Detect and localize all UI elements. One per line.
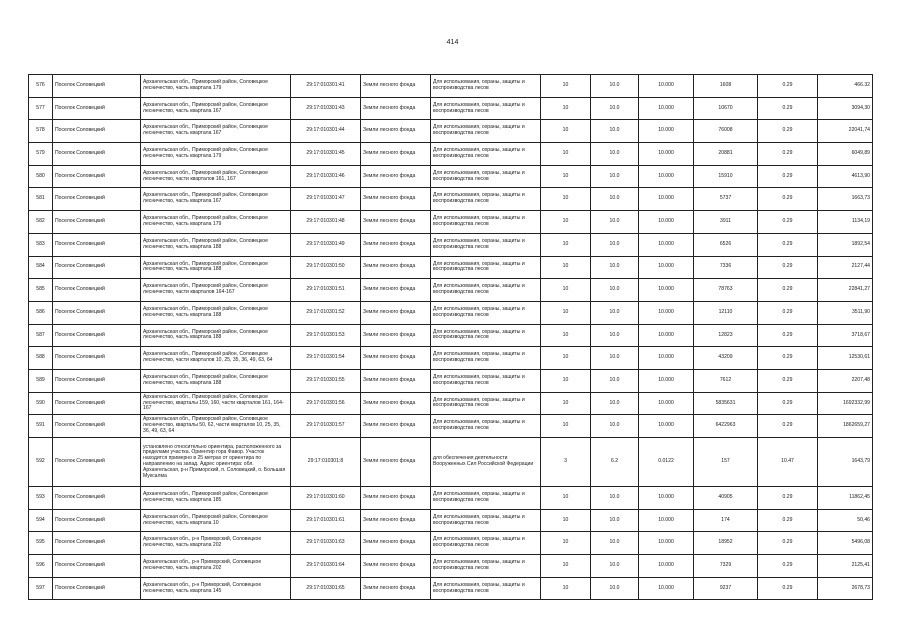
cadastral-number-cell: 29:17:010301:48: [291, 211, 361, 234]
coefficient-2-cell: 10.0: [591, 487, 639, 510]
amount-cell: 2678,73: [818, 577, 873, 600]
area-cell: 9237: [694, 577, 758, 600]
location-cell: Архангельская обл., Приморский район, Соловецкое лесничество, часть квартала 188: [141, 233, 291, 256]
cadastral-number-cell: 29:17:010301:55: [291, 369, 361, 392]
coefficient-2-cell: 10.0: [591, 392, 639, 415]
cadastral-number-cell: 29:17:010301:52: [291, 301, 361, 324]
row-number-cell: 596: [29, 555, 53, 578]
amount-cell: 1134,19: [818, 211, 873, 234]
land-category-cell: Земли лесного фонда: [361, 347, 431, 370]
rate-cell: 0.29: [758, 97, 818, 120]
area-cell: 43209: [694, 347, 758, 370]
location-cell: Архангельская обл., Приморский район, Соловецкое лесничество, части кварталов 164-167: [141, 279, 291, 302]
coefficient-3-cell: 10.000: [639, 165, 694, 188]
amount-cell: 2207,48: [818, 369, 873, 392]
cadastral-number-cell: 29:17:010301:8: [291, 438, 361, 487]
cadastral-number-cell: 29:17:010301:61: [291, 509, 361, 532]
rate-cell: 0.29: [758, 279, 818, 302]
settlement-cell: Поселок Соловецкий: [53, 509, 141, 532]
settlement-cell: Поселок Соловецкий: [53, 555, 141, 578]
coefficient-1-cell: 10: [541, 279, 591, 302]
cadastral-number-cell: 29:17:010301:64: [291, 555, 361, 578]
area-cell: 76008: [694, 120, 758, 143]
table-row: [29, 97, 873, 120]
coefficient-1-cell: 10: [541, 211, 591, 234]
coefficient-3-cell: 10.000: [639, 392, 694, 415]
rate-cell: 0.29: [758, 188, 818, 211]
land-category-cell: Земли лесного фонда: [361, 532, 431, 555]
coefficient-3-cell: 10.000: [639, 211, 694, 234]
area-cell: 12110: [694, 301, 758, 324]
coefficient-3-cell: 10.000: [639, 347, 694, 370]
amount-cell: 50,46: [818, 509, 873, 532]
coefficient-2-cell: 10.0: [591, 211, 639, 234]
coefficient-2-cell: 10.0: [591, 75, 639, 98]
coefficient-2-cell: 10.0: [591, 279, 639, 302]
coefficient-1-cell: 10: [541, 487, 591, 510]
permitted-use-cell: Для использования, охраны, защиты и воспроизводства лесов: [431, 487, 541, 510]
area-cell: 40905: [694, 487, 758, 510]
land-category-cell: Земли лесного фонда: [361, 211, 431, 234]
land-category-cell: Земли лесного фонда: [361, 577, 431, 600]
location-cell: Архангельская обл., р-н Приморский, Соловецкое лесничество, часть квартала 202: [141, 555, 291, 578]
table-row: [29, 509, 873, 532]
row-number-cell: 582: [29, 211, 53, 234]
settlement-cell: Поселок Соловецкий: [53, 75, 141, 98]
permitted-use-cell: Для использования, охраны, защиты и воспроизводства лесов: [431, 415, 541, 438]
location-cell: Архангельская обл., Приморский район, Соловецкое лесничество, части кварталов 10, 25, 35, 36, 49, 63, 64: [141, 347, 291, 370]
area-cell: 7612: [694, 369, 758, 392]
settlement-cell: Поселок Соловецкий: [53, 392, 141, 415]
rate-cell: 0.29: [758, 75, 818, 98]
rate-cell: 0.29: [758, 324, 818, 347]
permitted-use-cell: Для использования, охраны, защиты и воспроизводства лесов: [431, 75, 541, 98]
coefficient-2-cell: 10.0: [591, 555, 639, 578]
land-category-cell: Земли лесного фонда: [361, 509, 431, 532]
settlement-cell: Поселок Соловецкий: [53, 256, 141, 279]
table-row: [29, 233, 873, 256]
cadastral-number-cell: 29:17:010301:65: [291, 577, 361, 600]
row-number-cell: 587: [29, 324, 53, 347]
coefficient-1-cell: 10: [541, 577, 591, 600]
row-number-cell: 579: [29, 143, 53, 166]
row-number-cell: 592: [29, 438, 53, 487]
permitted-use-cell: Для использования, охраны, защиты и воспроизводства лесов: [431, 555, 541, 578]
area-cell: 157: [694, 438, 758, 487]
coefficient-2-cell: 10.0: [591, 509, 639, 532]
coefficient-3-cell: 10.000: [639, 233, 694, 256]
settlement-cell: Поселок Соловецкий: [53, 279, 141, 302]
area-cell: 15910: [694, 165, 758, 188]
rate-cell: 0.29: [758, 143, 818, 166]
coefficient-2-cell: 10.0: [591, 97, 639, 120]
permitted-use-cell: Для использования, охраны, защиты и воспроизводства лесов: [431, 532, 541, 555]
coefficient-1-cell: 10: [541, 188, 591, 211]
amount-cell: 6049,89: [818, 143, 873, 166]
area-cell: 10670: [694, 97, 758, 120]
table-row: [29, 301, 873, 324]
table-row: [29, 369, 873, 392]
table-row: [29, 188, 873, 211]
land-category-cell: Земли лесного фонда: [361, 97, 431, 120]
land-category-cell: Земли лесного фонда: [361, 279, 431, 302]
coefficient-1-cell: 10: [541, 369, 591, 392]
area-cell: 6526: [694, 233, 758, 256]
table-row: [29, 120, 873, 143]
land-category-cell: Земли лесного фонда: [361, 487, 431, 510]
coefficient-1-cell: 10: [541, 97, 591, 120]
permitted-use-cell: Для использования, охраны, защиты и воспроизводства лесов: [431, 211, 541, 234]
permitted-use-cell: Для использования, охраны, защиты и воспроизводства лесов: [431, 324, 541, 347]
land-category-cell: Земли лесного фонда: [361, 165, 431, 188]
area-cell: 174: [694, 509, 758, 532]
table-row: [29, 324, 873, 347]
coefficient-1-cell: 10: [541, 509, 591, 532]
permitted-use-cell: Для использования, охраны, защиты и воспроизводства лесов: [431, 279, 541, 302]
coefficient-3-cell: 10.000: [639, 555, 694, 578]
row-number-cell: 588: [29, 347, 53, 370]
coefficient-3-cell: 10.000: [639, 577, 694, 600]
location-cell: Архангельская обл., Приморский район, Соловецкое лесничество, части кварталов 161, 167: [141, 165, 291, 188]
location-cell: Архангельская обл., Приморский район, Соловецкое лесничество, кварталы 50, 62, части кварталов 10, 25, 35, 36, 49, 63, 64: [141, 415, 291, 438]
coefficient-3-cell: 10.000: [639, 487, 694, 510]
area-cell: 18952: [694, 532, 758, 555]
rate-cell: 0.29: [758, 211, 818, 234]
land-category-cell: Земли лесного фонда: [361, 392, 431, 415]
rate-cell: 0.29: [758, 509, 818, 532]
amount-cell: 22041,74: [818, 120, 873, 143]
coefficient-3-cell: 10.000: [639, 75, 694, 98]
coefficient-2-cell: 10.0: [591, 301, 639, 324]
permitted-use-cell: Для использования, охраны, защиты и воспроизводства лесов: [431, 188, 541, 211]
amount-cell: 5496,08: [818, 532, 873, 555]
coefficient-1-cell: 10: [541, 75, 591, 98]
permitted-use-cell: Для использования, охраны, защиты и воспроизводства лесов: [431, 233, 541, 256]
land-category-cell: Земли лесного фонда: [361, 438, 431, 487]
row-number-cell: 577: [29, 97, 53, 120]
coefficient-3-cell: 10.000: [639, 324, 694, 347]
rate-cell: 0.29: [758, 369, 818, 392]
cadastral-number-cell: 29:17:010301:45: [291, 143, 361, 166]
settlement-cell: Поселок Соловецкий: [53, 233, 141, 256]
location-cell: Архангельская обл., Приморский район, Соловецкое лесничество, часть квартала 188: [141, 369, 291, 392]
coefficient-1-cell: 10: [541, 415, 591, 438]
rate-cell: 10.47: [758, 438, 818, 487]
settlement-cell: Поселок Соловецкий: [53, 324, 141, 347]
location-cell: Архангельская обл., Приморский район, Соловецкое лесничество, часть квартала 10: [141, 509, 291, 532]
cadastral-number-cell: 29:17:010301:56: [291, 392, 361, 415]
land-category-cell: Земли лесного фонда: [361, 555, 431, 578]
coefficient-1-cell: 10: [541, 233, 591, 256]
area-cell: 78763: [694, 279, 758, 302]
settlement-cell: Поселок Соловецкий: [53, 415, 141, 438]
amount-cell: 11862,45: [818, 487, 873, 510]
location-cell: Архангельская обл., Приморский район, Соловецкое лесничество, часть квартала 167: [141, 188, 291, 211]
cadastral-number-cell: 29:17:010301:63: [291, 532, 361, 555]
row-number-cell: 595: [29, 532, 53, 555]
coefficient-2-cell: 10.0: [591, 233, 639, 256]
permitted-use-cell: Для использования, охраны, защиты и воспроизводства лесов: [431, 97, 541, 120]
permitted-use-cell: Для использования, охраны, защиты и воспроизводства лесов: [431, 301, 541, 324]
permitted-use-cell: Для использования, охраны, защиты и воспроизводства лесов: [431, 347, 541, 370]
settlement-cell: Поселок Соловецкий: [53, 438, 141, 487]
rate-cell: 0.29: [758, 555, 818, 578]
land-category-cell: Земли лесного фонда: [361, 233, 431, 256]
coefficient-3-cell: 10.000: [639, 415, 694, 438]
coefficient-1-cell: 10: [541, 392, 591, 415]
area-cell: 7329: [694, 555, 758, 578]
permitted-use-cell: Для использования, охраны, защиты и воспроизводства лесов: [431, 120, 541, 143]
coefficient-2-cell: 10.0: [591, 143, 639, 166]
row-number-cell: 576: [29, 75, 53, 98]
coefficient-2-cell: 6.2: [591, 438, 639, 487]
amount-cell: 3511,90: [818, 301, 873, 324]
table-row: [29, 555, 873, 578]
coefficient-2-cell: 10.0: [591, 532, 639, 555]
coefficient-3-cell: 10.000: [639, 188, 694, 211]
coefficient-1-cell: 10: [541, 256, 591, 279]
permitted-use-cell: Для использования, охраны, защиты и воспроизводства лесов: [431, 256, 541, 279]
location-cell: установлено относительно ориентира, расположенного за пределами участка. Ориентир гора Фавор. Участок находится примерно в 25 метрах от ориентира по направлению на запад. Адрес ориентира: обл. Архангельская, р-н Приморский, п. Соловецкий, о. Большая Муксалма: [141, 438, 291, 487]
land-category-cell: Земли лесного фонда: [361, 324, 431, 347]
permitted-use-cell: Для использования, охраны, защиты и воспроизводства лесов: [431, 509, 541, 532]
row-number-cell: 581: [29, 188, 53, 211]
row-number-cell: 597: [29, 577, 53, 600]
amount-cell: 3094,30: [818, 97, 873, 120]
coefficient-1-cell: 3: [541, 438, 591, 487]
permitted-use-cell: Для использования, охраны, защиты и воспроизводства лесов: [431, 143, 541, 166]
location-cell: Архангельская обл., Приморский район, Соловецкое лесничество, часть квартала 188: [141, 256, 291, 279]
table-row: [29, 532, 873, 555]
table-row: [29, 577, 873, 600]
cadastral-number-cell: 29:17:010301:46: [291, 165, 361, 188]
location-cell: Архангельская обл., Приморский район, Соловецкое лесничество, часть квартала 188: [141, 301, 291, 324]
settlement-cell: Поселок Соловецкий: [53, 97, 141, 120]
coefficient-2-cell: 10.0: [591, 256, 639, 279]
table-row: [29, 211, 873, 234]
amount-cell: 3718,67: [818, 324, 873, 347]
permitted-use-cell: Для использования, охраны, защиты и воспроизводства лесов: [431, 392, 541, 415]
row-number-cell: 584: [29, 256, 53, 279]
cadastral-number-cell: 29:17:010301:49: [291, 233, 361, 256]
land-category-cell: Земли лесного фонда: [361, 256, 431, 279]
permitted-use-cell: для обеспечения деятельности Вооруженных Сил Российской Федерации: [431, 438, 541, 487]
cadastral-number-cell: 29:17:010301:43: [291, 97, 361, 120]
settlement-cell: Поселок Соловецкий: [53, 188, 141, 211]
cadastral-number-cell: 29:17:010301:47: [291, 188, 361, 211]
area-cell: 12823: [694, 324, 758, 347]
area-cell: 5737: [694, 188, 758, 211]
area-cell: 5835631: [694, 392, 758, 415]
permitted-use-cell: Для использования, охраны, защиты и воспроизводства лесов: [431, 369, 541, 392]
coefficient-2-cell: 10.0: [591, 165, 639, 188]
table-body: [29, 75, 873, 600]
rate-cell: 0.29: [758, 532, 818, 555]
coefficient-2-cell: 10.0: [591, 188, 639, 211]
rate-cell: 0.29: [758, 577, 818, 600]
settlement-cell: Поселок Соловецкий: [53, 487, 141, 510]
amount-cell: 12530,61: [818, 347, 873, 370]
amount-cell: 1643,79: [818, 438, 873, 487]
location-cell: Архангельская обл., Приморский район, Соловецкое лесничество, часть квартала 179: [141, 143, 291, 166]
amount-cell: 1663,73: [818, 188, 873, 211]
cadastral-number-cell: 29:17:010301:60: [291, 487, 361, 510]
amount-cell: 1862659,27: [818, 415, 873, 438]
amount-cell: 2127,44: [818, 256, 873, 279]
settlement-cell: Поселок Соловецкий: [53, 577, 141, 600]
row-number-cell: 589: [29, 369, 53, 392]
cadastral-number-cell: 29:17:010301:54: [291, 347, 361, 370]
coefficient-1-cell: 10: [541, 347, 591, 370]
rate-cell: 0.29: [758, 120, 818, 143]
settlement-cell: Поселок Соловецкий: [53, 532, 141, 555]
location-cell: Архангельская обл., Приморский район, Соловецкое лесничество, часть квартала 179: [141, 211, 291, 234]
table-row: [29, 165, 873, 188]
coefficient-1-cell: 10: [541, 555, 591, 578]
coefficient-3-cell: 10.000: [639, 256, 694, 279]
row-number-cell: 578: [29, 120, 53, 143]
cadastral-number-cell: 29:17:010301:50: [291, 256, 361, 279]
coefficient-1-cell: 10: [541, 143, 591, 166]
area-cell: 20881: [694, 143, 758, 166]
amount-cell: 2125,41: [818, 555, 873, 578]
amount-cell: 1692332,99: [818, 392, 873, 415]
coefficient-1-cell: 10: [541, 324, 591, 347]
row-number-cell: 585: [29, 279, 53, 302]
rate-cell: 0.29: [758, 415, 818, 438]
settlement-cell: Поселок Соловецкий: [53, 369, 141, 392]
land-category-cell: Земли лесного фонда: [361, 75, 431, 98]
location-cell: Архангельская обл., Приморский район, Соловецкое лесничество, часть квартала 167: [141, 120, 291, 143]
land-category-cell: Земли лесного фонда: [361, 120, 431, 143]
land-category-cell: Земли лесного фонда: [361, 369, 431, 392]
settlement-cell: Поселок Соловецкий: [53, 347, 141, 370]
coefficient-3-cell: 10.000: [639, 143, 694, 166]
coefficient-3-cell: 10.000: [639, 369, 694, 392]
coefficient-2-cell: 10.0: [591, 577, 639, 600]
coefficient-3-cell: 10.000: [639, 279, 694, 302]
row-number-cell: 590: [29, 392, 53, 415]
coefficient-1-cell: 10: [541, 301, 591, 324]
land-category-cell: Земли лесного фонда: [361, 188, 431, 211]
land-category-cell: Земли лесного фонда: [361, 143, 431, 166]
rate-cell: 0.29: [758, 487, 818, 510]
location-cell: Архангельская обл., Приморский район, Соловецкое лесничество, кварталы 159, 160, части кварталов 161, 164-167: [141, 392, 291, 415]
permitted-use-cell: Для использования, охраны, защиты и воспроизводства лесов: [431, 577, 541, 600]
table-row: [29, 279, 873, 302]
coefficient-3-cell: 10.000: [639, 301, 694, 324]
table-row: [29, 347, 873, 370]
coefficient-1-cell: 10: [541, 532, 591, 555]
amount-cell: 4613,90: [818, 165, 873, 188]
rate-cell: 0.29: [758, 165, 818, 188]
settlement-cell: Поселок Соловецкий: [53, 120, 141, 143]
land-registry-table: [28, 74, 873, 600]
coefficient-3-cell: 10.000: [639, 97, 694, 120]
coefficient-2-cell: 10.0: [591, 347, 639, 370]
area-cell: 7336: [694, 256, 758, 279]
row-number-cell: 593: [29, 487, 53, 510]
rate-cell: 0.29: [758, 347, 818, 370]
location-cell: Архангельская обл., Приморский район, Соловецкое лесничество, часть квартала 188: [141, 324, 291, 347]
area-cell: 1608: [694, 75, 758, 98]
rate-cell: 0.29: [758, 233, 818, 256]
coefficient-2-cell: 10.0: [591, 415, 639, 438]
location-cell: Архангельская обл., Приморский район, Соловецкое лесничество, часть квартала 167: [141, 97, 291, 120]
coefficient-3-cell: 0.0122: [639, 438, 694, 487]
amount-cell: 466.32: [818, 75, 873, 98]
table-row: [29, 438, 873, 487]
coefficient-3-cell: 10.000: [639, 120, 694, 143]
permitted-use-cell: Для использования, охраны, защиты и воспроизводства лесов: [431, 165, 541, 188]
table-row: [29, 256, 873, 279]
settlement-cell: Поселок Соловецкий: [53, 301, 141, 324]
cadastral-number-cell: 29:17:010301:51: [291, 279, 361, 302]
row-number-cell: 580: [29, 165, 53, 188]
coefficient-2-cell: 10.0: [591, 324, 639, 347]
area-cell: 3911: [694, 211, 758, 234]
table-row: [29, 392, 873, 415]
settlement-cell: Поселок Соловецкий: [53, 165, 141, 188]
table-row: [29, 143, 873, 166]
coefficient-1-cell: 10: [541, 165, 591, 188]
table-row: [29, 415, 873, 438]
rate-cell: 0.29: [758, 392, 818, 415]
rate-cell: 0.29: [758, 256, 818, 279]
settlement-cell: Поселок Соловецкий: [53, 143, 141, 166]
cadastral-number-cell: 29:17:010301:53: [291, 324, 361, 347]
location-cell: Архангельская обл., р-н Приморский, Соловецкое лесничество, часть квартала 202: [141, 532, 291, 555]
page-number: 414: [446, 39, 459, 46]
coefficient-2-cell: 10.0: [591, 369, 639, 392]
coefficient-1-cell: 10: [541, 120, 591, 143]
amount-cell: 1892,54: [818, 233, 873, 256]
land-category-cell: Земли лесного фонда: [361, 415, 431, 438]
row-number-cell: 594: [29, 509, 53, 532]
location-cell: Архангельская обл., Приморский район, Соловецкое лесничество, часть квартала 179: [141, 75, 291, 98]
rate-cell: 0.29: [758, 301, 818, 324]
coefficient-3-cell: 10.000: [639, 532, 694, 555]
area-cell: 6422963: [694, 415, 758, 438]
cadastral-number-cell: 29:17:010301:44: [291, 120, 361, 143]
row-number-cell: 586: [29, 301, 53, 324]
land-category-cell: Земли лесного фонда: [361, 301, 431, 324]
location-cell: Архангельская обл., Приморский район, Соловецкое лесничество, часть квартала 185: [141, 487, 291, 510]
cadastral-number-cell: 29:17:010301:41: [291, 75, 361, 98]
row-number-cell: 583: [29, 233, 53, 256]
coefficient-3-cell: 10.000: [639, 509, 694, 532]
table-row: [29, 487, 873, 510]
amount-cell: 22841,27: [818, 279, 873, 302]
location-cell: Архангельская обл., р-н Приморский, Соловецкое лесничество, часть квартала 145: [141, 577, 291, 600]
cadastral-number-cell: 29:17:010301:57: [291, 415, 361, 438]
settlement-cell: Поселок Соловецкий: [53, 211, 141, 234]
table-row: [29, 75, 873, 98]
coefficient-2-cell: 10.0: [591, 120, 639, 143]
row-number-cell: 591: [29, 415, 53, 438]
